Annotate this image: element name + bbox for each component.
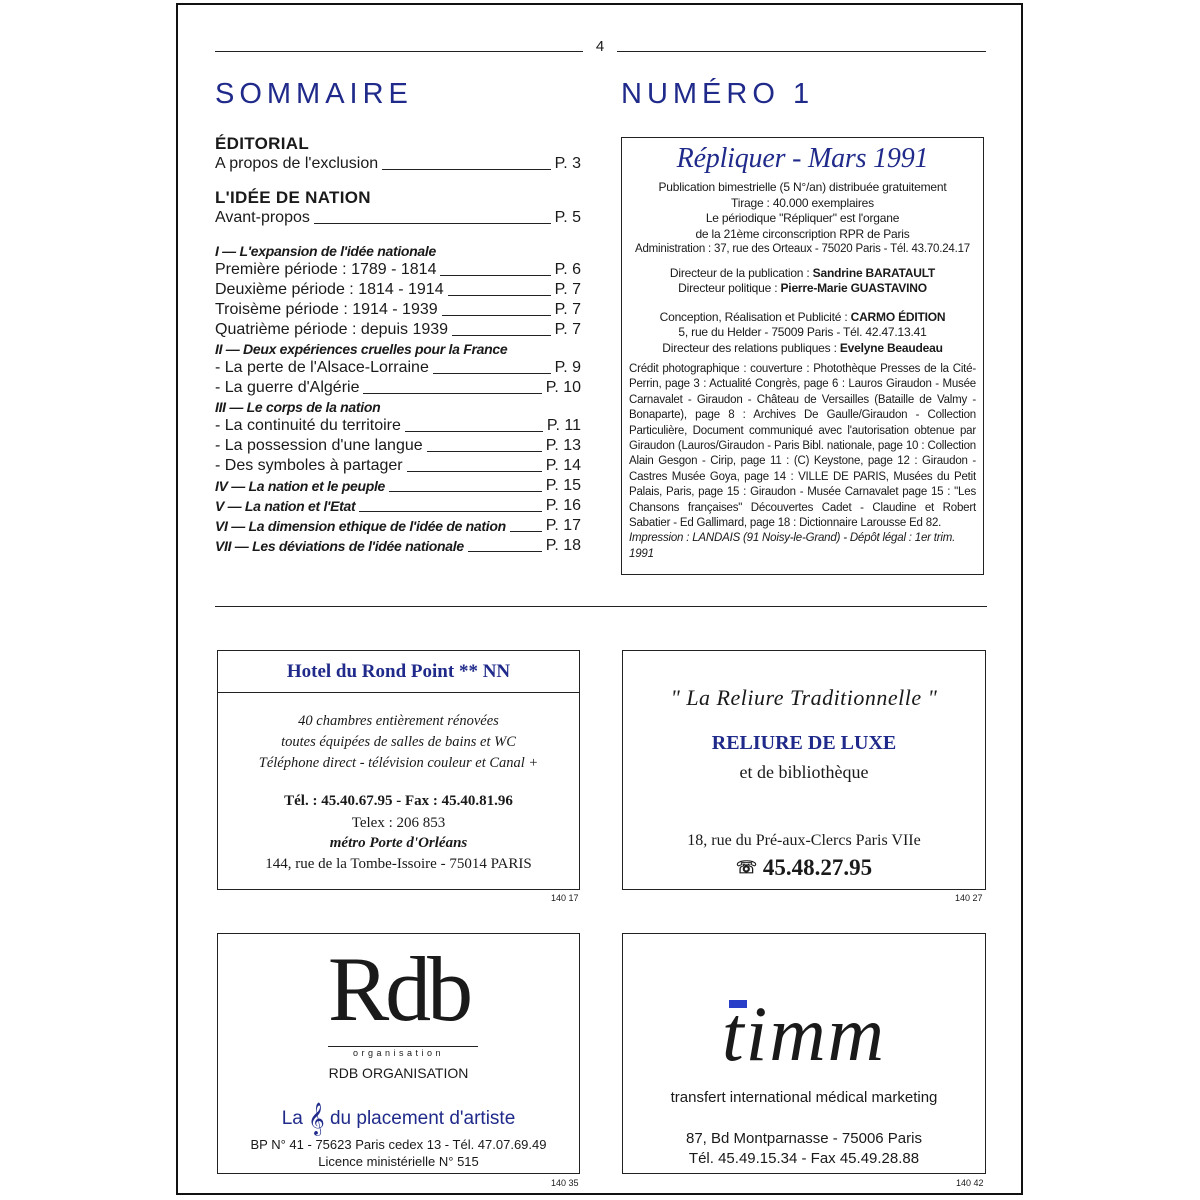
masthead-title: Répliquer - Mars 1991 bbox=[676, 143, 929, 174]
masthead-line: Administration : 37, rue des Orteaux - 75020 Paris - Tél. 43.70.24.17 bbox=[634, 243, 970, 255]
toc-row[interactable] bbox=[215, 416, 581, 436]
conception-name: CARMO ÉDITION bbox=[850, 309, 946, 324]
rdb-tagline-right: du placement d'artiste bbox=[329, 1108, 516, 1129]
treble-clef-icon: 𝄞 bbox=[308, 1102, 325, 1135]
toc-row[interactable] bbox=[215, 378, 581, 398]
toc-page: P. 3 bbox=[554, 155, 581, 172]
toc-row[interactable] bbox=[215, 436, 581, 456]
ad-code: 140 42 bbox=[956, 1178, 984, 1188]
toc-leader bbox=[389, 491, 542, 492]
toc-leader bbox=[452, 335, 551, 336]
toc-page: P. 9 bbox=[554, 359, 581, 376]
hotel-title: Hotel du Rond Point ** NN bbox=[218, 651, 579, 693]
director-label: Directeur de la publication : bbox=[669, 265, 813, 280]
toc-leader bbox=[314, 223, 551, 224]
hotel-address: 144, rue de la Tombe-Issoire - 75014 PARIS bbox=[265, 856, 532, 872]
toc-label: V — La nation et l'Etat bbox=[215, 498, 356, 514]
numero-title: NUMÉRO 1 bbox=[621, 78, 815, 110]
hotel-description bbox=[218, 711, 579, 774]
ad-code: 140 17 bbox=[551, 893, 579, 903]
photo-credits: Crédit photographique : couverture : Photothèque Presses de la Cité-Perrin, page 3 : Actualité Congrès, page 6 : Lauros Giraudon - Musée Carnavalet - Giraudon - Château de Versailles (Bataille de Valmy - Bonaparte), page 8 : Archives De Gaulle/Giraudon - Collection Particulière, Document communiqué avec l'autorisation obtenue par Giraudon (Lauros/Giraudon - Paris Bibl. nationale, page 10 : Collection Alain Gesgon - Cirip, page 11 : (C) Keystone, page 12 : Giraudon - Castres Musée Goya, page 14 : VILLE DE PARIS, Musées du Petit Palais, Paris, page 15 : Giraudon - Musée Carnavalet page 15 : "Les Chansons françaises" Découvertes Cadet - Claudine et Robert Sabatier - Ed Gallimard, page 18 : Dictionnaire Larousse Ed 82. bbox=[629, 363, 976, 530]
conception-label: Conception, Réalisation et Publicité : bbox=[659, 309, 851, 324]
reliure-title: RELIURE DE LUXE bbox=[711, 732, 897, 754]
telephone-icon: ☏ bbox=[735, 858, 758, 877]
toc-row[interactable] bbox=[215, 476, 581, 496]
toc-row[interactable] bbox=[215, 300, 581, 320]
toc-label: Troisème période : 1914 - 1939 bbox=[215, 301, 438, 318]
hotel-line: 40 chambres entièrement rénovées bbox=[298, 713, 499, 729]
timm-ad[interactable] bbox=[622, 933, 986, 1174]
toc-leader bbox=[433, 373, 551, 374]
toc-label: VII — Les déviations de l'idée nationale bbox=[215, 538, 464, 554]
toc-label: Avant-propos bbox=[215, 209, 310, 226]
toc-page: P. 5 bbox=[554, 209, 581, 226]
toc-row[interactable] bbox=[215, 516, 581, 536]
rdb-ad[interactable] bbox=[217, 933, 580, 1174]
rdb-logo-sub: organisation bbox=[352, 1048, 445, 1058]
top-rule-left bbox=[215, 51, 583, 52]
toc-row[interactable] bbox=[215, 536, 581, 556]
toc-row[interactable] bbox=[215, 154, 581, 174]
toc-leader bbox=[359, 511, 541, 512]
page-number: 4 bbox=[595, 38, 605, 55]
toc-page: P. 7 bbox=[554, 321, 581, 338]
toc-page: P. 17 bbox=[545, 517, 581, 534]
toc-page: P. 16 bbox=[545, 497, 581, 514]
toc-leader bbox=[407, 471, 542, 472]
hotel-line: Téléphone direct - télévision couleur et Canal + bbox=[258, 755, 539, 771]
toc-leader bbox=[382, 169, 550, 170]
toc-leader bbox=[427, 451, 542, 452]
sommaire-title: SOMMAIRE bbox=[215, 78, 413, 110]
toc-label: VI — La dimension ethique de l'idée de nation bbox=[215, 518, 506, 534]
toc-leader bbox=[405, 431, 543, 432]
toc-section-title: II — Deux expériences cruelles pour la France bbox=[215, 341, 508, 357]
toc-page: P. 7 bbox=[554, 301, 581, 318]
reliure-subtitle: et de bibliothèque bbox=[739, 762, 869, 782]
toc-label: - La perte de l'Alsace-Lorraine bbox=[215, 359, 429, 376]
toc-page: P. 13 bbox=[545, 437, 581, 454]
toc-leader bbox=[363, 393, 541, 394]
toc-page: P. 18 bbox=[545, 537, 581, 554]
reliure-address: 18, rue du Pré-aux-Clercs Paris VIIe bbox=[687, 832, 921, 849]
toc-row[interactable] bbox=[215, 320, 581, 340]
toc-page: P. 10 bbox=[545, 379, 581, 396]
impression-line: Impression : LANDAIS (91 Noisy-le-Grand) - Dépôt légal : 1er trim. 1991 bbox=[629, 532, 956, 560]
reliure-phone-line bbox=[623, 855, 985, 881]
toc-sections bbox=[215, 242, 581, 556]
rdb-logo-rule bbox=[328, 1046, 478, 1047]
rdb-licence: Licence ministérielle N° 515 bbox=[318, 1154, 479, 1169]
toc-page: P. 6 bbox=[554, 261, 581, 278]
toc-section-title: I — L'expansion de l'idée nationale bbox=[215, 243, 436, 259]
toc-label: Première période : 1789 - 1814 bbox=[215, 261, 437, 278]
reliure-ad[interactable] bbox=[622, 650, 986, 890]
director-line bbox=[622, 266, 983, 282]
timm-phone: Tél. 45.49.15.34 - Fax 45.49.28.88 bbox=[688, 1150, 920, 1167]
rdb-name: RDB ORGANISATION bbox=[328, 1065, 469, 1081]
toc-row[interactable] bbox=[215, 358, 581, 378]
rdb-logo: Rdb bbox=[327, 938, 470, 1040]
reliure-phone: 45.48.27.95 bbox=[762, 855, 873, 880]
ad-code: 140 27 bbox=[955, 893, 983, 903]
toc-leader bbox=[440, 275, 550, 276]
masthead-line: Tirage : 40.000 exemplaires bbox=[731, 195, 874, 210]
toc-row[interactable] bbox=[215, 280, 581, 300]
pr-name: Evelyne Beaudeau bbox=[839, 340, 943, 355]
pr-label: Directeur des relations publiques : bbox=[662, 340, 840, 355]
editorial-heading: ÉDITORIAL bbox=[215, 134, 310, 153]
toc-row[interactable] bbox=[215, 496, 581, 516]
toc-page: P. 11 bbox=[546, 417, 581, 434]
pr-line bbox=[622, 341, 983, 357]
toc-label: - La continuité du territoire bbox=[215, 417, 401, 434]
table-of-contents bbox=[215, 134, 581, 556]
toc-label: A propos de l'exclusion bbox=[215, 155, 379, 172]
masthead-line: de la 21ème circonscription RPR de Paris bbox=[695, 226, 910, 241]
rdb-tagline bbox=[218, 1102, 579, 1136]
hotel-telex: Telex : 206 853 bbox=[351, 815, 446, 831]
toc-label: - La possession d'une langue bbox=[215, 437, 423, 454]
reliure-script: " La Reliure Traditionnelle " bbox=[670, 685, 938, 710]
masthead-line: Le périodique "Répliquer" est l'organe bbox=[705, 211, 900, 225]
hotel-ad[interactable] bbox=[217, 650, 580, 890]
conception-line bbox=[622, 310, 983, 326]
masthead-box bbox=[621, 137, 984, 575]
toc-label: Quatrième période : depuis 1939 bbox=[215, 321, 449, 338]
hotel-phone: Tél. : 45.40.67.95 - Fax : 45.40.81.96 bbox=[284, 793, 513, 809]
nation-heading: L'IDÉE DE NATION bbox=[215, 188, 371, 207]
middle-rule bbox=[215, 606, 987, 607]
toc-label: IV — La nation et le peuple bbox=[215, 478, 386, 494]
toc-label: - Des symboles à partager bbox=[215, 457, 403, 474]
toc-leader bbox=[468, 551, 542, 552]
toc-page: P. 14 bbox=[545, 457, 581, 474]
timm-address: 87, Bd Montparnasse - 75006 Paris bbox=[686, 1130, 922, 1147]
toc-label: Deuxième période : 1814 - 1914 bbox=[215, 281, 444, 298]
toc-leader bbox=[442, 315, 551, 316]
ad-code: 140 35 bbox=[551, 1178, 579, 1188]
rdb-address: BP N° 41 - 75623 Paris cedex 13 - Tél. 47.07.69.49 bbox=[250, 1137, 547, 1152]
toc-page: P. 15 bbox=[545, 477, 581, 494]
political-label: Directeur politique : bbox=[678, 281, 781, 295]
hotel-line: toutes équipées de salles de bains et WC bbox=[281, 734, 516, 750]
director-name: Sandrine BARATAULT bbox=[812, 265, 936, 280]
political-line bbox=[622, 281, 983, 297]
toc-leader bbox=[448, 295, 551, 296]
conception-address: 5, rue du Helder - 75009 Paris - Tél. 42.47.13.41 bbox=[678, 325, 927, 339]
toc-page: P. 7 bbox=[554, 281, 581, 298]
toc-row[interactable] bbox=[215, 456, 581, 476]
masthead-line: Publication bimestrielle (5 N°/an) distribuée gratuitement bbox=[658, 180, 947, 194]
top-rule-right bbox=[617, 51, 986, 52]
toc-section-title: III — Le corps de la nation bbox=[215, 399, 381, 415]
toc-row[interactable] bbox=[215, 208, 581, 228]
timm-tagline: transfert international médical marketing bbox=[670, 1089, 938, 1106]
timm-logo: timm bbox=[722, 990, 886, 1077]
political-name: Pierre-Marie GUASTAVINO bbox=[780, 281, 927, 295]
toc-leader bbox=[510, 531, 542, 532]
toc-label: - La guerre d'Algérie bbox=[215, 379, 360, 396]
toc-row[interactable] bbox=[215, 260, 581, 280]
hotel-metro: métro Porte d'Orléans bbox=[329, 835, 468, 851]
rdb-tagline-left: La bbox=[281, 1108, 303, 1129]
